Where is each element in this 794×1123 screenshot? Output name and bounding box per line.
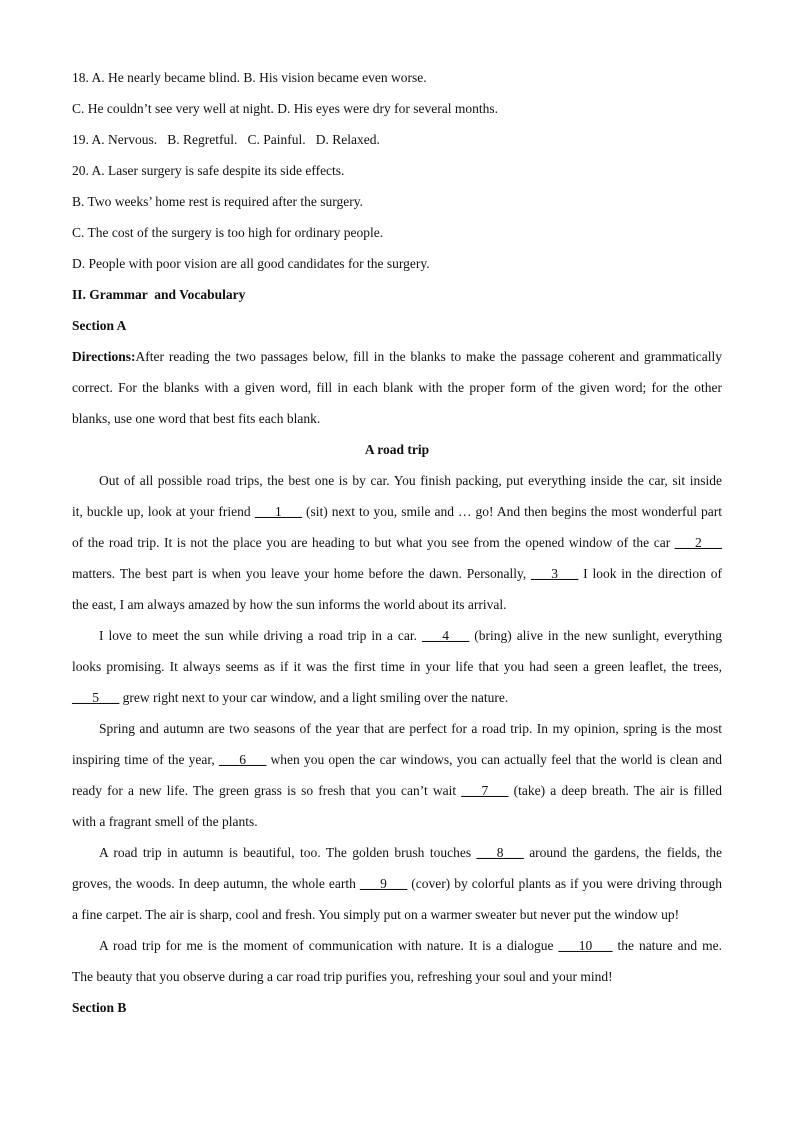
- directions-label: Directions:: [72, 349, 136, 364]
- p1-line2: it, buckle up, look at your friend ___1___ (sit) next to you, smile and … go! And then begins the most wonderful part: [72, 504, 722, 519]
- p3-line3: ready for a new life. The green grass is so fresh that you can’t wait ___7___ (take) a deep breath. The air is filled: [72, 783, 722, 798]
- document-page: [72, 62, 722, 1023]
- section-b-heading: Section B: [72, 1000, 127, 1015]
- blank-6: ___6___: [218, 752, 267, 767]
- section-a-heading: Section A: [72, 318, 127, 333]
- q20-option-d: D. People with poor vision are all good candidates for the surgery.: [72, 256, 430, 271]
- directions-line1: Directions:After reading the two passages below, fill in the blanks to make the passage coherent and grammatically: [72, 349, 722, 364]
- p5-line2: The beauty that you observe during a car road trip purifies you, refreshing your soul and your mind!: [72, 969, 613, 984]
- p2-line1: I love to meet the sun while driving a road trip in a car. ___4___ (bring) alive in the new sunlight, everything: [99, 628, 722, 643]
- p1-line1: Out of all possible road trips, the best one is by car. You finish packing, put everything inside the car, sit inside: [99, 473, 722, 488]
- blank-9: ___9___: [359, 876, 408, 891]
- p3-line4: with a fragrant smell of the plants.: [72, 814, 258, 829]
- part-title: II. Grammar and Vocabulary: [72, 287, 246, 302]
- q20-option-c: C. The cost of the surgery is too high for ordinary people.: [72, 225, 384, 240]
- p4-line1: A road trip in autumn is beautiful, too. The golden brush touches ___8___ around the gardens, the fields, the: [99, 845, 722, 860]
- p1-line3: of the road trip. It is not the place you are heading to but what you see from the opened window of the car ___2___: [72, 535, 722, 550]
- p3-line1: Spring and autumn are two seasons of the year that are perfect for a road trip. In my opinion, spring is the most: [99, 721, 722, 736]
- directions-line3: blanks, use one word that best fits each blank.: [72, 411, 321, 426]
- q18-line2: C. He couldn’t see very well at night. D. His eyes were dry for several months.: [72, 101, 499, 116]
- blank-4: ___4___: [421, 628, 470, 643]
- q20-option-a: 20. A. Laser surgery is safe despite its side effects.: [72, 163, 345, 178]
- p4-line3: a fine carpet. The air is sharp, cool and fresh. You simply put on a warmer sweater but never put the window up!: [72, 907, 680, 922]
- blank-2: ___2___: [674, 535, 722, 550]
- blank-10: ___10___: [558, 938, 613, 953]
- p5-line1: A road trip for me is the moment of communication with nature. It is a dialogue ___10___ the nature and me.: [99, 938, 722, 953]
- blank-8: ___8___: [476, 845, 524, 860]
- blank-7: ___7___: [461, 783, 509, 798]
- q20-option-b: B. Two weeks’ home rest is required after the surgery.: [72, 194, 363, 209]
- q18-line1: 18. A. He nearly became blind. B. His vision became even worse.: [72, 70, 427, 85]
- p1-line4: matters. The best part is when you leave your home before the dawn. Personally, ___3___ I look in the direction of: [72, 566, 723, 581]
- p1-line5: the east, I am always amazed by how the sun informs the world about its arrival.: [72, 597, 507, 612]
- q19-options: 19. A. Nervous. B. Regretful. C. Painful. D. Relaxed.: [72, 132, 380, 147]
- p4-line2: groves, the woods. In deep autumn, the whole earth ___9___ (cover) by colorful plants as if you were driving through: [72, 876, 722, 891]
- blank-3: ___3___: [531, 566, 579, 581]
- directions-line2: correct. For the blanks with a given word, fill in each blank with the proper form of the given word; for the other: [72, 380, 722, 395]
- passage-title: A road trip: [364, 442, 430, 457]
- p2-line2: looks promising. It always seems as if it was the first time in your life that you had seen a green leaflet, the trees,: [72, 659, 722, 674]
- p3-line2: inspiring time of the year, ___6___ when you open the car windows, you can actually feel that the world is clean and: [72, 752, 722, 767]
- blank-1: ___1___: [254, 504, 302, 519]
- p2-line3: ___5___ grew right next to your car window, and a light smiling over the nature.: [72, 690, 509, 705]
- blank-5: ___5___: [72, 690, 120, 705]
